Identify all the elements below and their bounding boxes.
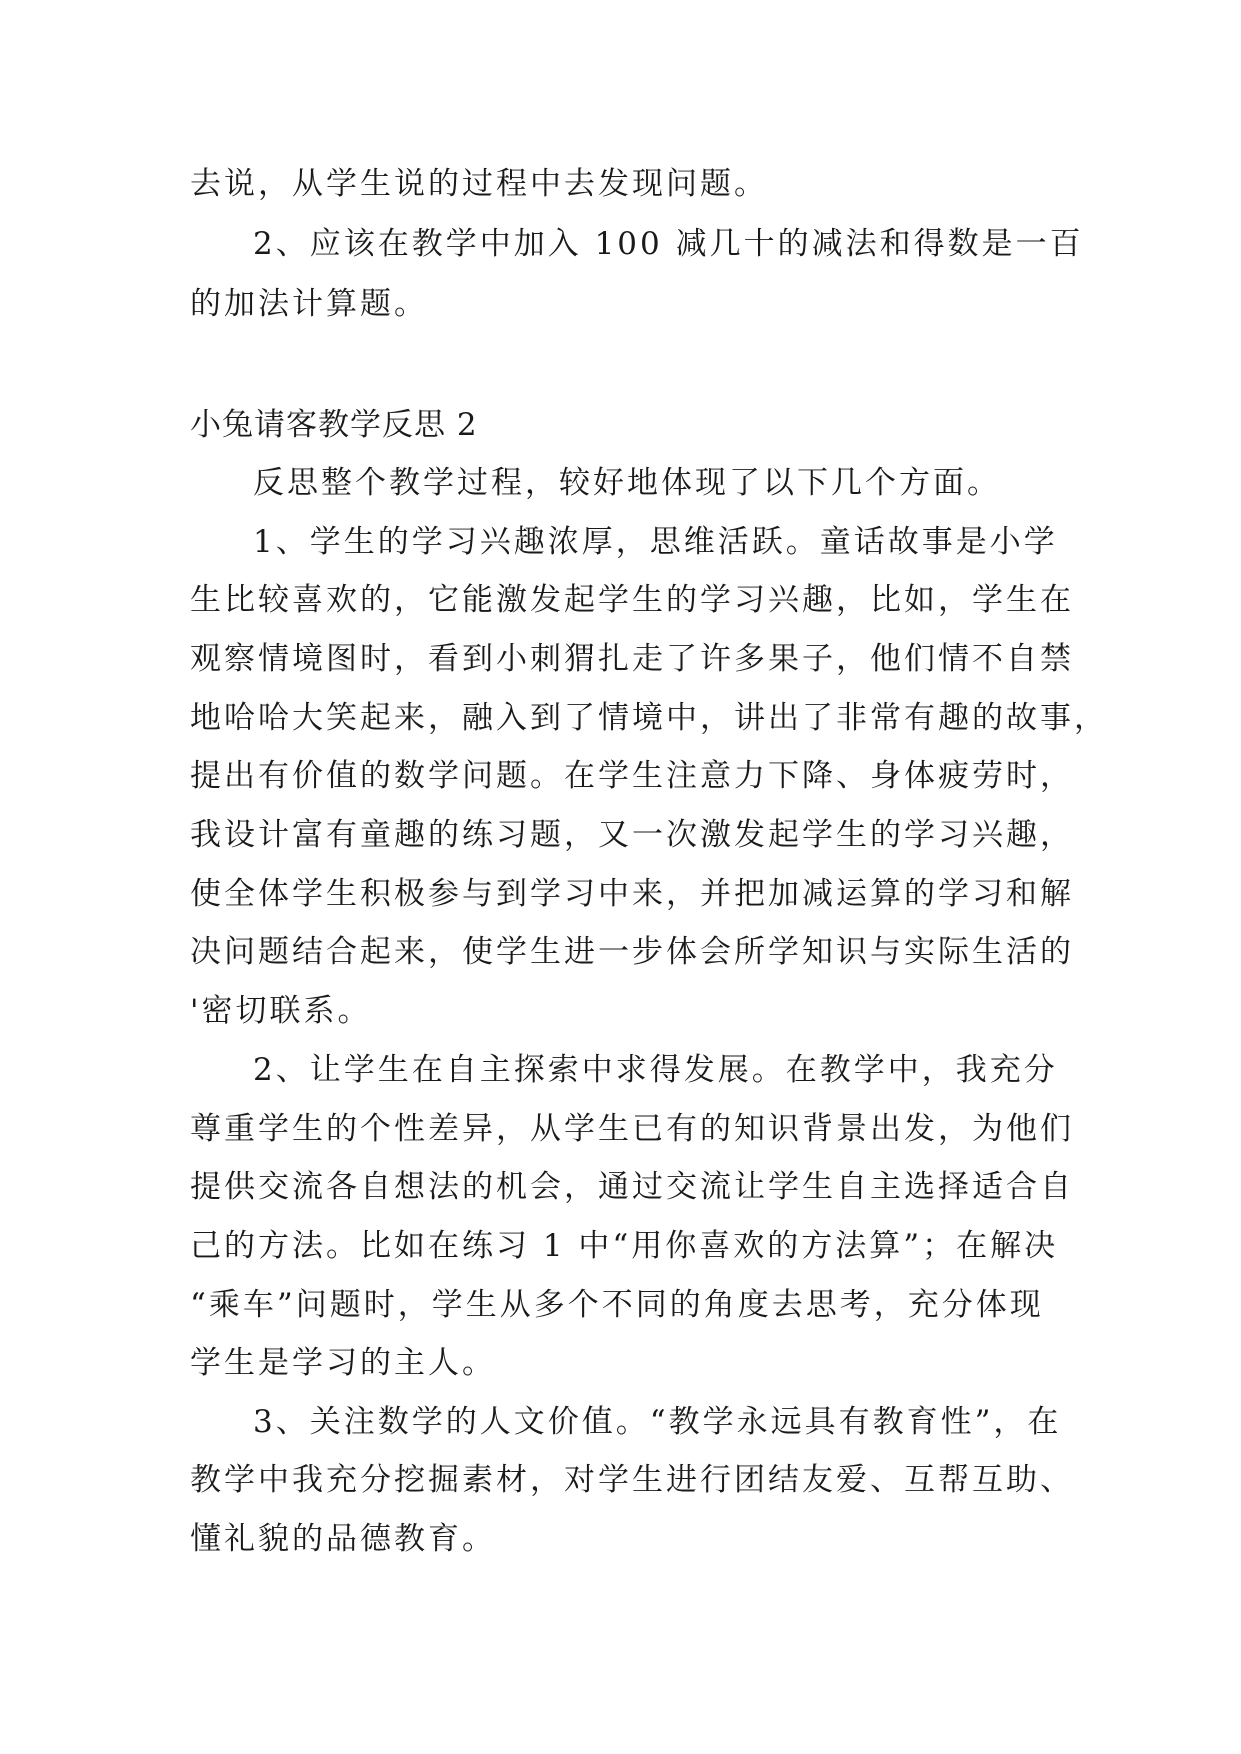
paragraph-line: 我设计富有童趣的练习题，又一次激发起学生的学习兴趣， bbox=[190, 817, 1074, 853]
paragraph-line: 的加法计算题。 bbox=[190, 286, 428, 322]
paragraph-line: 决问题结合起来，使学生进一步体会所学知识与实际生活的 bbox=[190, 934, 1074, 970]
paragraph-line: 观察情境图时，看到小刺猬扎走了许多果子，他们情不自禁 bbox=[190, 641, 1074, 677]
paragraph-line: “乘车”问题时，学生从多个不同的角度去思考，充分体现 bbox=[190, 1287, 1044, 1323]
paragraph-line: 学生是学习的主人。 bbox=[190, 1345, 496, 1381]
paragraph-line: 2、应该在教学中加入 100 减几十的减法和得数是一百 bbox=[253, 226, 1084, 262]
section-heading: 小兔请客教学反思 2 bbox=[190, 407, 478, 443]
paragraph-line: 提出有价值的数学问题。在学生注意力下降、身体疲劳时， bbox=[190, 758, 1074, 794]
paragraph-line: 2、让学生在自主探索中求得发展。在教学中，我充分 bbox=[253, 1052, 1058, 1088]
paragraph-line: 教学中我充分挖掘素材，对学生进行团结友爱、互帮互助、 bbox=[190, 1462, 1074, 1498]
paragraph-line: 提供交流各自想法的机会，通过交流让学生自主选择适合自 bbox=[190, 1169, 1074, 1205]
paragraph-line: 去说，从学生说的过程中去发现问题。 bbox=[190, 166, 768, 202]
paragraph-line: 尊重学生的个性差异，从学生已有的知识背景出发，为他们 bbox=[190, 1111, 1074, 1147]
paragraph-line: 使全体学生积极参与到学习中来，并把加减运算的学习和解 bbox=[190, 876, 1074, 912]
paragraph-line: 3、关注数学的人文价值。“教学永远具有教育性”，在 bbox=[253, 1404, 1062, 1440]
paragraph-line: 生比较喜欢的，它能激发起学生的学习兴趣，比如，学生在 bbox=[190, 582, 1074, 618]
paragraph-line: 地哈哈大笑起来，融入到了情境中，讲出了非常有趣的故事， bbox=[190, 700, 1108, 736]
paragraph-line: '密切联系。 bbox=[190, 993, 372, 1029]
paragraph-line: 反思整个教学过程，较好地体现了以下几个方面。 bbox=[253, 465, 1001, 501]
paragraph-line: 己的方法。比如在练习 1 中“用你喜欢的方法算”；在解决 bbox=[190, 1228, 1059, 1264]
paragraph-line: 1、学生的学习兴趣浓厚，思维活跃。童话故事是小学 bbox=[253, 524, 1058, 560]
paragraph-line: 懂礼貌的品德教育。 bbox=[190, 1521, 496, 1557]
